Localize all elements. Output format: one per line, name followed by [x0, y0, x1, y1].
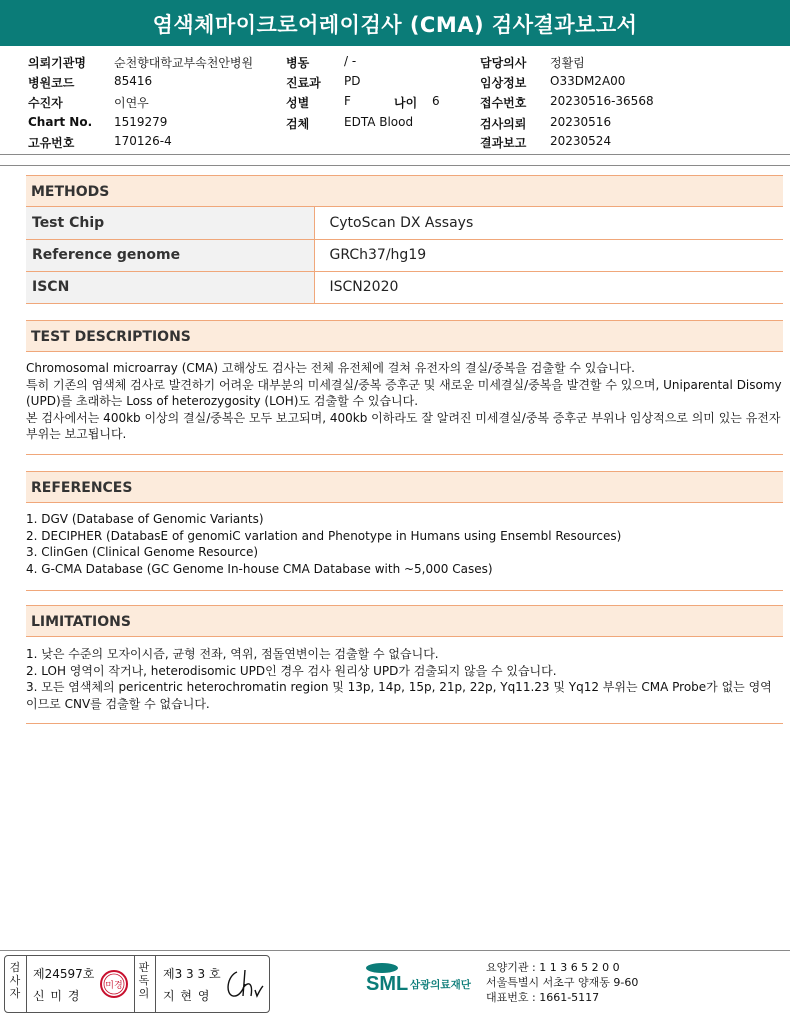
phone: 대표번호 : 1661-5117	[486, 991, 600, 1004]
chart-value: 1519279	[114, 115, 168, 129]
limitations-heading: LIMITATIONS	[26, 605, 783, 637]
patient-value: 이연우	[114, 96, 149, 110]
footer-divider	[0, 950, 790, 951]
ward-value: / -	[344, 54, 357, 68]
methods-key: ISCN	[26, 271, 314, 303]
meta-row-4	[28, 115, 768, 133]
receipt-label: 접수번호	[480, 96, 527, 110]
header-divider	[0, 154, 790, 155]
sex-label: 성별	[286, 96, 310, 110]
signature-box	[4, 955, 270, 1013]
patient-label: 수진자	[28, 96, 63, 110]
tester-label: 검 사 자	[9, 961, 21, 1000]
request-date-label: 검사의뢰	[480, 117, 527, 131]
methods-value: GRCh37/hg19	[314, 239, 783, 271]
meta-row-5	[28, 134, 768, 152]
clinical-label: 임상정보	[480, 76, 527, 90]
description-line: 특히 기존의 염색체 검사로 발견하기 어려운 대부분의 미세결실/중복 증후군 및 새로운 미세결실/중복을 발견할 수 있으며, Uniparental Disomy (UPD)를 초래하는 Loss of heterozygosity (LOH)도 검출할 수 있습니다.	[26, 377, 782, 408]
methods-value: CytoScan DX Assays	[314, 207, 783, 239]
limitations-list	[26, 646, 783, 712]
seal-text: 미경	[105, 981, 123, 991]
address: 서울특별시 서초구 양재동 9-60	[486, 976, 639, 989]
tester-number: 제24597호	[33, 967, 95, 981]
doctor-value: 정활림	[550, 56, 585, 70]
organization-contact	[486, 960, 638, 1005]
reviewer-signature	[223, 966, 265, 1002]
sex-value: F	[344, 94, 351, 108]
list-item: 2. DECIPHER (DatabasE of genomiC varIation and Phenotype in Humans using Ensembl Resources)	[26, 528, 622, 543]
table-row	[26, 207, 783, 239]
org-short-name: SML	[366, 973, 409, 995]
age-value: 6	[432, 94, 440, 108]
unique-value: 170126-4	[114, 134, 172, 148]
methods-key: Reference genome	[26, 239, 314, 271]
reviewer-name: 지 현 영	[163, 989, 211, 1003]
clinical-value: O33DM2A00	[550, 74, 626, 88]
list-item: 3. 모든 염색체의 pericentric heterochromatin region 및 13p, 14p, 15p, 21p, 22p, Yq11.23 및 Yq12 부위는 CMA Probe가 없는 영역이므로 CNV를 검출할 수 없습니다.	[26, 680, 772, 711]
doctor-label: 담당의사	[480, 56, 527, 70]
methods-value: ISCN2020	[314, 271, 783, 303]
unique-label: 고유번호	[28, 136, 75, 150]
section-divider	[26, 454, 783, 455]
table-row	[26, 239, 783, 271]
methods-heading: METHODS	[26, 175, 783, 207]
meta-row-3	[28, 94, 768, 112]
description-line: 본 검사에서는 400kb 이상의 결실/중복은 모두 보고되며, 400kb 이하라도 잘 알려진 미세결실/중복 증후군 부위나 임상적으로 의미 있는 유전자 부위는 보고됩니다.	[26, 410, 781, 441]
methods-key: Test Chip	[26, 207, 314, 239]
age-label: 나이	[394, 96, 418, 110]
test-descriptions-body	[26, 360, 783, 443]
box-divider	[134, 956, 135, 1012]
hospital-code-value: 85416	[114, 74, 153, 88]
test-descriptions-heading: TEST DESCRIPTIONS	[26, 320, 783, 352]
chart-label: Chart No.	[28, 115, 93, 129]
organization-logo	[364, 960, 484, 1004]
org-name: 삼광의료재단	[410, 979, 471, 991]
requester-value: 순천향대학교부속천안병원	[114, 56, 254, 70]
section-divider	[26, 723, 783, 724]
section-divider	[26, 590, 783, 591]
header-divider-2	[0, 165, 790, 166]
reviewer-number: 제3 3 3 호	[163, 967, 221, 981]
methods-table	[26, 207, 783, 304]
request-date-value: 20230516	[550, 115, 612, 129]
references-heading: REFERENCES	[26, 471, 783, 503]
tester-seal	[99, 964, 129, 1004]
specimen-value: EDTA Blood	[344, 115, 414, 129]
box-divider	[26, 956, 27, 1012]
list-item: 2. LOH 영역이 작거나, heterodisomic UPD인 경우 검사 원리상 UPD가 검출되지 않을 수 있습니다.	[26, 663, 557, 678]
hospital-code-label: 병원코드	[28, 76, 75, 90]
report-title: 염색체마이크로어레이검사 (CMA) 검사결과보고서	[0, 0, 790, 46]
table-row	[26, 271, 783, 303]
list-item: 1. 낮은 수준의 모자이시즘, 균형 전좌, 역위, 점돌연변이는 검출할 수 없습니다.	[26, 647, 439, 661]
report-date-label: 결과보고	[480, 136, 527, 150]
box-divider	[155, 956, 156, 1012]
list-item: 1. DGV (Database of Genomic Variants)	[26, 512, 264, 526]
list-item: 3. ClinGen (Clinical Genome Resource)	[26, 545, 259, 559]
receipt-value: 20230516-36568	[550, 94, 654, 108]
department-value: PD	[344, 74, 361, 88]
description-line: Chromosomal microarray (CMA) 고해상도 검사는 전체 유전체에 걸쳐 유전자의 결실/중복을 검출할 수 있습니다.	[26, 361, 635, 375]
references-list	[26, 511, 783, 577]
institution-number: 요양기관 : 1 1 3 6 5 2 0 0	[486, 961, 620, 974]
list-item: 4. G-CMA Database (GC Genome In-house CMA Database with ~5,000 Cases)	[26, 561, 493, 576]
meta-row-1	[28, 54, 768, 72]
specimen-label: 검체	[286, 117, 310, 131]
meta-row-2	[28, 74, 768, 92]
requester-label: 의뢰기관명	[28, 56, 86, 70]
tester-name: 신 미 경	[33, 989, 81, 1003]
reviewer-label: 판 독 의	[138, 961, 150, 1000]
sml-logo-icon	[364, 960, 484, 1000]
department-label: 진료과	[286, 76, 321, 90]
ward-label: 병동	[286, 56, 310, 70]
report-date-value: 20230524	[550, 134, 612, 148]
